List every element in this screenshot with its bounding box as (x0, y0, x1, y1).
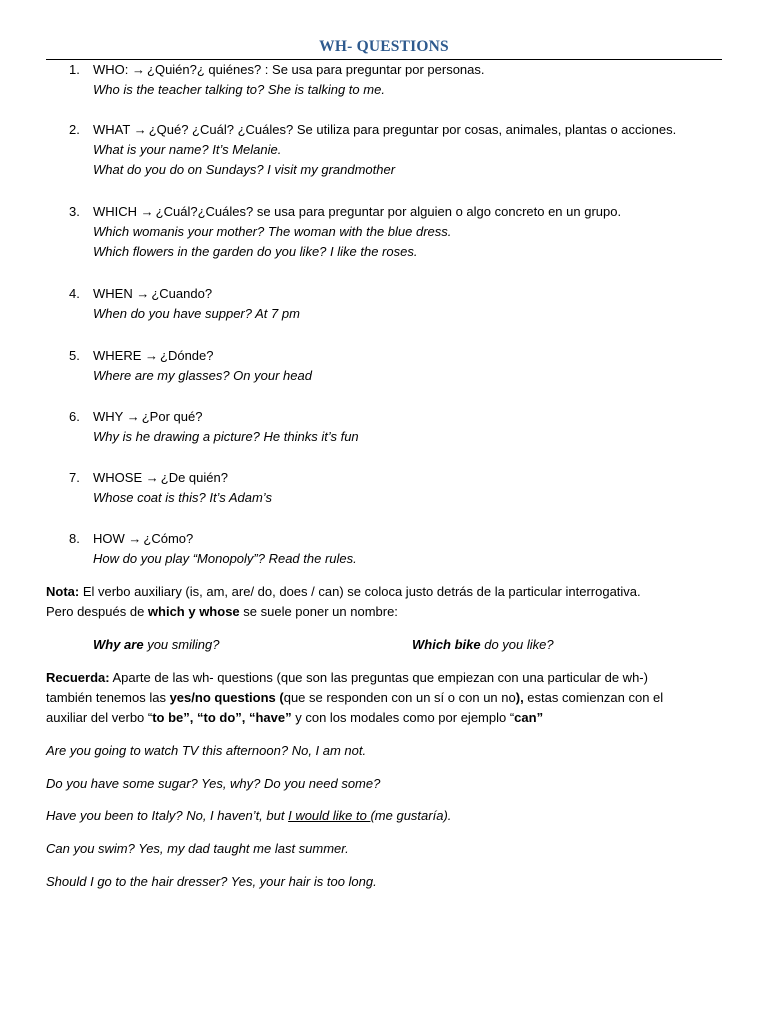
example-sentence: What is your name? It’s Melanie. (93, 142, 282, 157)
item-heading (93, 204, 621, 220)
recuerda-line-2 (46, 690, 663, 706)
nota-text-1: El verbo auxiliary (is, am, are/ do, does / can) se coloca justo detrás de la particular interrogativa. (79, 584, 641, 599)
question-word: WHICH (93, 204, 138, 219)
nota-label: Nota: (46, 584, 80, 599)
nota-example-2 (412, 637, 554, 653)
recuerda-label: Recuerda: (46, 670, 110, 685)
item-number: 2. (69, 122, 80, 137)
item-heading (93, 122, 676, 138)
item-heading (93, 531, 193, 547)
recuerda-text-3a: auxiliar del verbo “ (46, 710, 153, 725)
example-sentence: How do you play “Monopoly”? Read the rules. (93, 551, 357, 566)
item-heading (93, 348, 214, 364)
yesno-example-3 (46, 808, 451, 824)
arrow-right-icon: → (140, 204, 154, 219)
example-sentence: Who is the teacher talking to? She is talking to me. (93, 82, 385, 97)
nota-line-1 (46, 584, 641, 600)
arrow-right-icon: → (132, 62, 146, 77)
recuerda-text-3b: to be”, “to do”, “have” (152, 710, 292, 725)
item-heading (93, 62, 485, 78)
item-number: 4. (69, 286, 80, 301)
question-word: WHAT (93, 122, 131, 137)
nota-example-1 (93, 637, 219, 653)
nota-example-2-rest: do you like? (480, 637, 554, 652)
item-number: 1. (69, 62, 80, 77)
item-heading (93, 286, 212, 302)
italy-post: (me gustaría). (370, 808, 452, 823)
question-word: WHOSE (93, 470, 143, 485)
example-sentence: Why is he drawing a picture? He thinks it’s fun (93, 429, 359, 444)
nota-example-1-bold: Why are (93, 637, 144, 652)
page-title: WH- QUESTIONS (319, 38, 449, 55)
arrow-right-icon: → (128, 531, 142, 546)
arrow-right-icon: → (145, 348, 159, 363)
recuerda-text-2b: yes/no questions ( (169, 690, 284, 705)
question-word: WHERE (93, 348, 142, 363)
recuerda-text-3d: can” (514, 710, 544, 725)
question-word: WHEN (93, 286, 133, 301)
example-sentence: Where are my glasses? On your head (93, 368, 312, 383)
example-sentence: Whose coat is this? It’s Adam’s (93, 490, 272, 505)
item-number: 7. (69, 470, 80, 485)
recuerda-text-2e: estas comienzan con el (523, 690, 664, 705)
question-meaning: ¿Quién?¿ quiénes? : Se usa para preguntar por personas. (147, 62, 485, 77)
yesno-example-2: Do you have some sugar? Yes, why? Do you need some? (46, 776, 381, 791)
recuerda-text-2d: ), (515, 690, 524, 705)
title-rule (46, 59, 722, 60)
example-sentence: Which womanis your mother? The woman with the blue dress. (93, 224, 452, 239)
example-sentence: Which flowers in the garden do you like? I like the roses. (93, 244, 418, 259)
example-sentence: What do you do on Sundays? I visit my grandmother (93, 162, 396, 177)
recuerda-text-2a: también tenemos las (46, 690, 170, 705)
arrow-right-icon: → (145, 470, 159, 485)
example-sentence: When do you have supper? At 7 pm (93, 306, 300, 321)
italy-underlined: I would like to (288, 808, 371, 823)
item-heading (93, 409, 202, 425)
question-meaning: ¿Qué? ¿Cuál? ¿Cuáles? Se utiliza para preguntar por cosas, animales, plantas o acciones. (148, 122, 677, 137)
nota-example-2-bold: Which bike (412, 637, 481, 652)
nota-example-1-rest: you smiling? (143, 637, 220, 652)
nota-text-2b: which y whose (147, 604, 240, 619)
item-number: 8. (69, 531, 80, 546)
question-meaning: ¿Cuando? (151, 286, 213, 301)
item-heading (93, 470, 228, 486)
question-word: WHY (93, 409, 124, 424)
arrow-right-icon: → (133, 122, 147, 137)
question-meaning: ¿De quién? (160, 470, 228, 485)
question-meaning: ¿Cuál?¿Cuáles? se usa para preguntar por alguien o algo concreto en un grupo. (155, 204, 622, 219)
yesno-example-4: Can you swim? Yes, my dad taught me last summer. (46, 841, 349, 856)
arrow-right-icon: → (136, 286, 150, 301)
recuerda-line-3 (46, 710, 543, 726)
question-word: HOW (93, 531, 125, 546)
recuerda-text-1: Aparte de las wh- questions (que son las preguntas que empiezan con una particular de wh-) (109, 670, 648, 685)
italy-pre: Have you been to Italy? No, I haven’t, but (46, 808, 289, 823)
recuerda-line-1 (46, 670, 648, 686)
yesno-example-1: Are you going to watch TV this afternoon? No, I am not. (46, 743, 367, 758)
arrow-right-icon: → (126, 409, 140, 424)
nota-text-2c: se suele poner un nombre: (239, 604, 398, 619)
nota-line-2 (46, 604, 398, 620)
recuerda-text-3c: y con los modales como por ejemplo “ (291, 710, 515, 725)
nota-text-2a: Pero después de (46, 604, 148, 619)
yesno-example-5: Should I go to the hair dresser? Yes, your hair is too long. (46, 874, 377, 889)
recuerda-text-2c: que se responden con un sí o con un no (283, 690, 516, 705)
question-meaning: ¿Por qué? (141, 409, 203, 424)
question-meaning: ¿Cómo? (143, 531, 194, 546)
item-number: 6. (69, 409, 80, 424)
question-meaning: ¿Dónde? (160, 348, 214, 363)
item-number: 3. (69, 204, 80, 219)
question-word: WHO: (93, 62, 129, 77)
item-number: 5. (69, 348, 80, 363)
